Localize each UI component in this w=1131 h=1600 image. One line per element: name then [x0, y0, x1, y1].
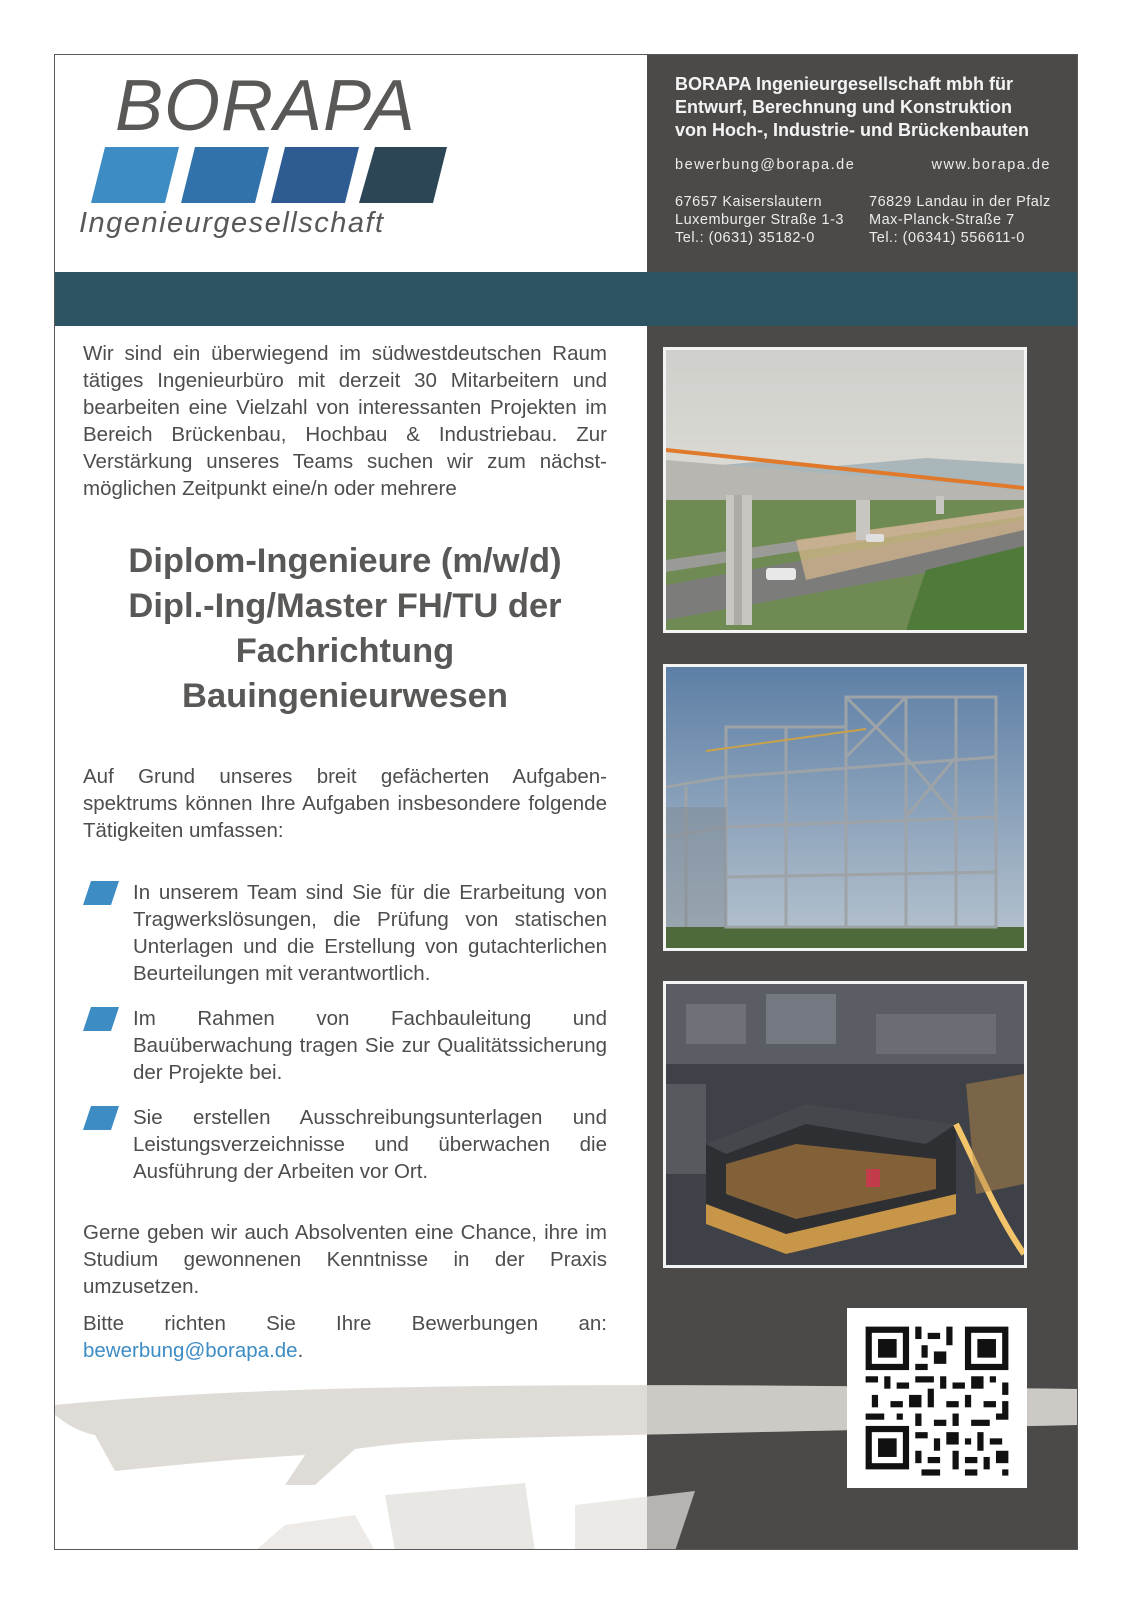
apply-paragraph	[83, 1310, 607, 1364]
logo-subtitle: Ingenieurgesellschaft	[79, 207, 385, 239]
job-title-line-2: Dipl.-Ing/Master FH/TU der	[128, 587, 562, 625]
qr-code-icon	[847, 1308, 1027, 1488]
steel-frame-image	[666, 667, 1024, 948]
office-landau	[869, 193, 1051, 247]
apply-email-line	[83, 1337, 607, 1364]
apply-word: Sie	[266, 1312, 296, 1335]
graduates-paragraph: Gerne geben wir auch Absolventen eine Chance, ihre im Studium gewonnenen Kenntnisse in der Praxis umzusetzen.	[83, 1221, 607, 1298]
bridge-image	[666, 350, 1024, 630]
office-left-street: Luxemburger Straße 1-3	[675, 212, 844, 228]
company-line-3: von Hoch-, Industrie- und Brückenbauten	[675, 120, 1030, 140]
company-info-panel	[647, 55, 1078, 272]
task-text: Sie erstellen Ausschreibungsunterlagen und Leistungsverzeichnisse und überwachen die Ausführung der Arbeiten vor Ort.	[133, 1106, 607, 1183]
header-band	[55, 272, 1078, 326]
logo-wordmark: BORAPA	[115, 66, 416, 146]
office-kaiserslautern	[675, 193, 853, 247]
apply-email-link[interactable]: bewerbung@borapa.de	[83, 1339, 298, 1362]
shopping-center-image	[666, 984, 1024, 1265]
logo-bars-icon	[91, 147, 451, 207]
logo-bar-1	[91, 147, 179, 203]
contact-email[interactable]: bewerbung@borapa.de	[675, 157, 856, 173]
office-right-city: 76829 Landau in der Pfalz	[869, 194, 1051, 210]
contact-row	[675, 157, 1051, 173]
qr-code	[847, 1308, 1027, 1488]
flyer	[54, 54, 1078, 1550]
company-name	[675, 73, 1051, 142]
intro-paragraph: Wir sind ein überwiegend im südwestdeutschen Raum tätiges Ingenieurbüro mit derzeit 30 Mitarbeitern und bearbeiten eine Vielzahl von interessanten Projekten im Bereich Brückenbau, Hochbau & Industriebau. Zur Verstärkung unseres Teams suchen wir zum nächst-möglichen Zeitpunkt eine/n oder mehrere	[83, 342, 607, 500]
office-left-city: 67657 Kaiserslautern	[675, 194, 823, 210]
apply-line	[83, 1310, 607, 1337]
company-line-2: Entwurf, Berechnung und Konstruktion	[675, 97, 1012, 117]
task-text: Im Rahmen von Fachbauleitung und Bauüberwachung tragen Sie zur Qualitätssicherung der Projekte bei.	[133, 1007, 607, 1084]
apply-word: Bewerbungen	[411, 1312, 539, 1335]
company-line-1: BORAPA Ingenieurgesellschaft mbh für	[675, 74, 1014, 94]
steel-frame-photo	[663, 664, 1027, 951]
logo-bar-4	[359, 147, 447, 203]
apply-word: Bitte	[83, 1312, 125, 1335]
bullet-icon	[83, 1007, 119, 1031]
job-title	[83, 539, 607, 719]
apply-word: an:	[578, 1312, 607, 1335]
apply-word: richten	[164, 1312, 226, 1335]
task-item	[83, 879, 607, 987]
bullet-icon	[83, 881, 119, 905]
logo-bar-3	[271, 147, 359, 203]
task-item	[83, 1104, 607, 1185]
tasks-intro: Auf Grund unseres breit gefächerten Aufgaben- spektrums können Ihre Aufgaben insbesondere folgende Tätigkeiten umfassen:	[83, 765, 607, 842]
task-text: In unserem Team sind Sie für die Erarbeitung von Tragwerkslösungen, die Prüfung von statischen Unterlagen und die Erstellung von gutachterlichen Beurteilungen mit verantwortlich.	[133, 881, 607, 985]
job-title-line-1: Diplom-Ingenieure (m/w/d)	[128, 542, 562, 580]
office-left-phone: Tel.: (0631) 35182-0	[675, 230, 815, 246]
bullet-icon	[83, 1106, 119, 1130]
logo-area	[55, 55, 647, 272]
task-item	[83, 1005, 607, 1086]
logo-bar-2	[181, 147, 269, 203]
job-title-line-3: Fachrichtung	[235, 632, 455, 670]
apply-period: .	[297, 1339, 304, 1362]
job-title-line-4: Bauingenieurwesen	[182, 677, 508, 715]
apply-word: Ihre	[336, 1312, 372, 1335]
bridge-photo	[663, 347, 1027, 633]
office-right-phone: Tel.: (06341) 556611-0	[869, 230, 1025, 246]
shopping-center-night-photo	[663, 981, 1027, 1268]
contact-website[interactable]: www.borapa.de	[931, 157, 1051, 173]
office-right-street: Max-Planck-Straße 7	[869, 212, 1015, 228]
